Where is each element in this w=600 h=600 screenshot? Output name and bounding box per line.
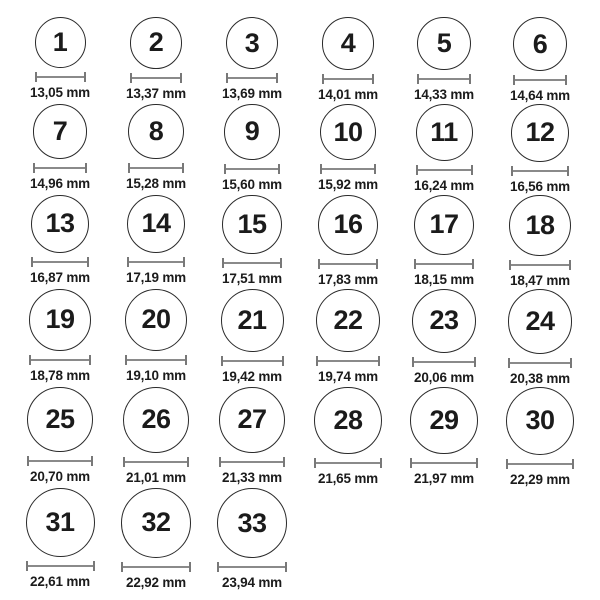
ring-circle <box>322 17 375 70</box>
diameter-dimension-line <box>222 258 281 268</box>
diameter-label: 16,56 mm <box>510 178 570 194</box>
ring-circle <box>26 488 95 557</box>
dimension-line <box>31 359 89 361</box>
ring-circle <box>127 195 186 254</box>
ring-size-cell <box>396 387 492 488</box>
dimension-line <box>132 77 180 79</box>
diameter-label: 14,64 mm <box>510 88 570 103</box>
ring-size-cell <box>492 104 588 195</box>
dimension-right-tick <box>283 457 285 467</box>
diameter-dimension-line <box>219 457 286 467</box>
ring-circle <box>509 195 570 256</box>
dimension-right-tick <box>569 260 571 270</box>
diameter-dimension-line <box>511 166 569 176</box>
dimension-line <box>130 167 181 169</box>
dimension-right-tick <box>570 358 572 368</box>
diameter-dimension-line <box>35 72 86 82</box>
dimension-line <box>123 566 189 568</box>
ring-circle <box>128 104 183 159</box>
ring-size-cell <box>396 289 492 387</box>
diameter-label: 14,33 mm <box>414 87 474 103</box>
ring-size-number: 4 <box>340 27 356 58</box>
ring-size-cell <box>204 289 300 387</box>
diameter-dimension-line <box>31 257 89 267</box>
dimension-right-tick <box>474 357 476 367</box>
dimension-line <box>33 261 87 263</box>
diameter-label: 21,65 mm <box>318 470 378 486</box>
ring-circle <box>410 387 478 455</box>
diameter-dimension-line <box>513 75 567 85</box>
ring-size-cell <box>204 387 300 488</box>
ring-size-cell <box>204 17 300 104</box>
diameter-label: 19,10 mm <box>126 368 186 384</box>
diameter-dimension-line <box>125 355 187 365</box>
dimension-line <box>416 263 473 265</box>
ring-size-number: 24 <box>525 305 555 336</box>
dimension-line <box>322 168 374 170</box>
dimension-right-tick <box>380 458 382 468</box>
ring-size-number: 1 <box>52 27 68 57</box>
ring-circle <box>35 17 86 68</box>
ring-circle <box>416 104 473 161</box>
diameter-dimension-line <box>417 74 470 84</box>
ring-circle <box>414 195 475 256</box>
chart-row <box>12 387 588 488</box>
ring-size-number: 11 <box>430 117 458 147</box>
ring-circle <box>318 195 378 255</box>
ring-size-number: 7 <box>52 115 68 146</box>
ring-circle <box>125 289 187 351</box>
dimension-right-tick <box>282 356 284 366</box>
ring-size-number: 14 <box>141 208 171 239</box>
dimension-right-tick <box>471 165 473 175</box>
dimension-right-tick <box>89 355 91 365</box>
diameter-dimension-line <box>509 260 570 270</box>
ring-size-cell <box>12 488 108 591</box>
dimension-right-tick <box>565 75 567 85</box>
diameter-label: 21,97 mm <box>414 471 474 487</box>
ring-circle <box>511 104 569 162</box>
diameter-dimension-line <box>412 357 476 367</box>
ring-size-cell <box>204 104 300 195</box>
dimension-right-tick <box>572 459 574 469</box>
diameter-dimension-line <box>508 358 573 368</box>
ring-circle <box>130 17 182 69</box>
diameter-dimension-line <box>127 257 186 267</box>
diameter-label: 20,06 mm <box>414 369 474 385</box>
dimension-line <box>412 462 476 464</box>
dimension-line <box>320 263 376 265</box>
diameter-label: 18,15 mm <box>414 272 474 288</box>
ring-circle <box>221 289 284 352</box>
chart-row <box>12 195 588 289</box>
dimension-line <box>414 361 474 363</box>
dimension-right-tick <box>182 163 184 173</box>
dimension-line <box>316 462 379 464</box>
ring-size-number: 29 <box>429 404 459 435</box>
dimension-right-tick <box>276 73 278 83</box>
ring-circle <box>222 195 281 254</box>
dimension-right-tick <box>376 259 378 269</box>
dimension-right-tick <box>87 257 89 267</box>
diameter-dimension-line <box>318 259 378 269</box>
dimension-right-tick <box>85 163 87 173</box>
dimension-right-tick <box>91 456 93 466</box>
dimension-line <box>219 566 285 568</box>
ring-size-number: 30 <box>525 405 555 436</box>
diameter-dimension-line <box>128 163 183 173</box>
ring-size-number: 8 <box>148 116 164 147</box>
dimension-line <box>515 79 565 81</box>
ring-circle <box>31 195 89 253</box>
diameter-label: 22,61 mm <box>30 573 90 589</box>
ring-size-number: 17 <box>429 209 459 240</box>
chart-row <box>12 17 588 104</box>
diameter-dimension-line <box>416 165 473 175</box>
ring-size-cell <box>108 488 204 591</box>
ring-size-number: 13 <box>45 208 75 239</box>
diameter-label: 20,38 mm <box>510 370 570 386</box>
ring-size-cell <box>300 195 396 289</box>
ring-size-number: 33 <box>237 507 267 538</box>
ring-size-cell <box>396 17 492 104</box>
ring-size-cell <box>12 104 108 195</box>
ring-size-number: 21 <box>237 304 267 335</box>
dimension-right-tick <box>374 164 376 174</box>
ring-size-number: 25 <box>45 403 75 434</box>
dimension-right-tick <box>185 355 187 365</box>
ring-size-number: 19 <box>45 304 75 335</box>
ring-size-number: 12 <box>525 117 555 148</box>
dimension-line <box>224 262 279 264</box>
ring-size-number: 20 <box>141 304 171 335</box>
ring-circle <box>217 488 287 558</box>
diameter-label: 21,33 mm <box>222 470 282 486</box>
ring-circle <box>412 289 476 353</box>
ring-circle <box>226 17 278 69</box>
ring-size-cell <box>12 387 108 488</box>
ring-size-number: 5 <box>436 28 452 59</box>
diameter-dimension-line <box>217 562 287 572</box>
ring-size-number: 6 <box>532 28 548 59</box>
diameter-label: 18,78 mm <box>30 367 90 383</box>
diameter-label: 23,94 mm <box>222 575 282 591</box>
diameter-label: 18,47 mm <box>510 272 570 288</box>
ring-circle <box>224 104 280 160</box>
diameter-label: 13,37 mm <box>126 85 186 101</box>
ring-size-number: 32 <box>141 507 171 538</box>
ring-size-cell <box>492 195 588 289</box>
diameter-dimension-line <box>314 458 381 468</box>
diameter-label: 17,51 mm <box>222 270 282 286</box>
diameter-dimension-line <box>123 457 189 467</box>
diameter-dimension-line <box>316 356 380 366</box>
ring-size-cell <box>492 289 588 387</box>
dimension-line <box>508 463 572 465</box>
diameter-label: 14,01 mm <box>318 86 378 102</box>
ring-size-cell <box>300 17 396 104</box>
ring-size-cell <box>204 195 300 289</box>
diameter-dimension-line <box>27 456 92 466</box>
ring-circle <box>314 387 381 454</box>
ring-size-number: 31 <box>45 506 75 537</box>
dimension-right-tick <box>476 458 478 468</box>
ring-size-cell <box>108 17 204 104</box>
diameter-label: 16,87 mm <box>30 269 90 285</box>
ring-size-cell <box>108 195 204 289</box>
ring-circle <box>508 289 573 354</box>
ring-size-number: 9 <box>244 116 260 147</box>
ring-size-cell <box>12 17 108 104</box>
diameter-dimension-line <box>322 74 375 84</box>
dimension-right-tick <box>189 562 191 572</box>
ring-size-cell <box>108 289 204 387</box>
dimension-right-tick <box>472 259 474 269</box>
ring-size-cell <box>108 104 204 195</box>
dimension-line <box>129 261 184 263</box>
diameter-dimension-line <box>414 259 475 269</box>
ring-size-number: 23 <box>429 305 459 336</box>
ring-size-cell <box>12 289 108 387</box>
ring-size-number: 16 <box>333 209 363 240</box>
dimension-right-tick <box>84 72 86 82</box>
ring-size-number: 15 <box>237 208 267 239</box>
ring-size-number: 28 <box>333 404 363 435</box>
dimension-line <box>35 167 86 169</box>
dimension-right-tick <box>180 73 182 83</box>
ring-circle <box>33 104 88 159</box>
ring-size-cell <box>396 104 492 195</box>
ring-circle <box>316 289 380 353</box>
ring-circle <box>27 387 92 452</box>
diameter-dimension-line <box>221 356 284 366</box>
ring-size-cell <box>12 195 108 289</box>
ring-size-number: 3 <box>244 27 260 58</box>
dimension-line <box>226 168 278 170</box>
diameter-dimension-line <box>410 458 478 468</box>
ring-size-cell <box>300 387 396 488</box>
ring-circle <box>29 289 91 351</box>
dimension-right-tick <box>278 164 280 174</box>
diameter-label: 13,69 mm <box>222 86 282 102</box>
ring-size-number: 22 <box>333 305 363 336</box>
diameter-dimension-line <box>130 73 182 83</box>
dimension-right-tick <box>378 356 380 366</box>
dimension-line <box>28 565 93 567</box>
dimension-line <box>37 76 84 78</box>
diameter-dimension-line <box>224 164 280 174</box>
dimension-right-tick <box>469 74 471 84</box>
ring-circle <box>417 17 470 70</box>
dimension-line <box>125 461 187 463</box>
diameter-label: 22,29 mm <box>510 471 570 487</box>
dimension-right-tick <box>372 74 374 84</box>
diameter-label: 14,96 mm <box>30 175 90 191</box>
diameter-label: 22,92 mm <box>126 574 186 590</box>
dimension-line <box>221 461 284 463</box>
ring-size-number: 2 <box>148 27 164 58</box>
dimension-line <box>223 360 282 362</box>
dimension-right-tick <box>280 258 282 268</box>
diameter-dimension-line <box>320 164 376 174</box>
chart-row <box>12 488 588 591</box>
dimension-line <box>511 264 568 266</box>
ring-circle <box>506 387 574 455</box>
diameter-dimension-line <box>26 561 95 571</box>
diameter-dimension-line <box>29 355 91 365</box>
ring-size-cell <box>300 289 396 387</box>
diameter-label: 17,83 mm <box>318 271 378 287</box>
diameter-label: 15,28 mm <box>126 176 186 192</box>
ring-size-cell <box>396 195 492 289</box>
dimension-right-tick <box>187 457 189 467</box>
ring-size-cell <box>204 488 300 591</box>
ring-circle <box>219 387 286 454</box>
dimension-line <box>418 169 471 171</box>
ring-size-cell <box>492 387 588 488</box>
diameter-dimension-line <box>226 73 278 83</box>
diameter-label: 15,92 mm <box>318 177 378 193</box>
ring-size-cell <box>300 104 396 195</box>
dimension-line <box>127 359 185 361</box>
diameter-label: 20,70 mm <box>30 468 90 484</box>
dimension-right-tick <box>567 166 569 176</box>
diameter-label: 19,42 mm <box>222 368 282 384</box>
dimension-line <box>29 460 90 462</box>
ring-size-cell <box>492 17 588 104</box>
ring-size-number: 10 <box>333 116 363 147</box>
chart-row <box>12 289 588 387</box>
dimension-line <box>318 360 378 362</box>
dimension-right-tick <box>183 257 185 267</box>
dimension-right-tick <box>93 561 95 571</box>
diameter-label: 16,24 mm <box>414 178 474 193</box>
dimension-line <box>324 78 373 80</box>
ring-size-cell <box>108 387 204 488</box>
dimension-line <box>513 170 567 172</box>
dimension-line <box>419 78 468 80</box>
diameter-dimension-line <box>121 562 191 572</box>
ring-circle <box>513 17 567 71</box>
ring-size-number: 26 <box>141 404 171 435</box>
dimension-line <box>510 362 571 364</box>
dimension-right-tick <box>285 562 287 572</box>
chart-row <box>12 104 588 195</box>
diameter-label: 15,60 mm <box>222 176 282 192</box>
ring-size-number: 18 <box>525 209 555 240</box>
ring-circle <box>121 488 191 558</box>
diameter-label: 21,01 mm <box>126 469 186 485</box>
diameter-label: 13,05 mm <box>30 85 90 100</box>
ring-circle <box>123 387 189 453</box>
diameter-dimension-line <box>33 163 88 173</box>
ring-circle <box>320 104 376 160</box>
diameter-label: 17,19 mm <box>126 270 186 286</box>
diameter-dimension-line <box>506 459 574 469</box>
dimension-line <box>228 77 276 79</box>
diameter-label: 19,74 mm <box>318 369 378 385</box>
ring-size-number: 27 <box>237 404 267 435</box>
